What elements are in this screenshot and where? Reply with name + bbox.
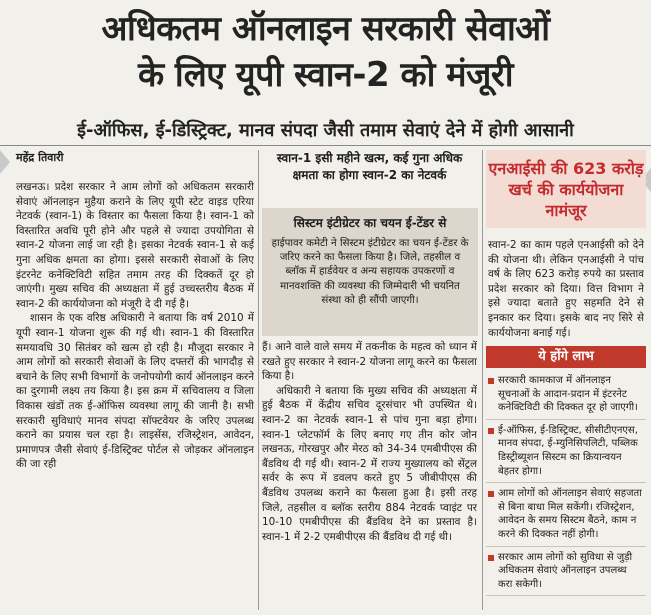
headline-line-1: अधिकतम ऑनलाइन सरकारी सेवाओं bbox=[101, 9, 550, 49]
column-3-heading: एनआईसी की 623 करोड़ खर्च की कार्ययोजना नामंजूर bbox=[486, 150, 646, 228]
square-bullet-icon bbox=[488, 491, 494, 497]
list-item-text: सरकारी कामकाज में ऑनलाइन सूचनाओं के आदान-प्रदान में इंटरनेट कनेक्टिविटी की दिक्कत दूर हो जाएगी। bbox=[498, 375, 638, 414]
byline: महेंद्र तिवारी bbox=[16, 151, 64, 164]
divider bbox=[0, 145, 651, 146]
list-item bbox=[486, 547, 646, 597]
paragraph: हैं। आने वाले वाले समय में तकनीक के महत्व को ध्यान में रखते हुए सरकार ने स्वान-2 योजना लागू करने का फैसला किया है। bbox=[262, 341, 477, 383]
benefits-title: ये होंगे लाभ bbox=[486, 346, 646, 368]
square-bullet-icon bbox=[488, 378, 494, 384]
article-column-1 bbox=[16, 180, 254, 610]
info-box bbox=[262, 208, 478, 336]
list-item bbox=[486, 483, 646, 546]
list-item-text: ई-ऑफिस, ई-डिस्ट्रिक्ट, सीसीटीएनएस, मानव संपदा, ई-म्युनिसिपलिटी, पब्लिक डिस्ट्रीब्यूशन सिस्टम का क्रियान्वयन बेहतर होगा। bbox=[498, 424, 638, 477]
column-divider bbox=[258, 150, 259, 610]
left-edge-marker bbox=[0, 150, 10, 174]
list-item bbox=[486, 370, 646, 420]
column-3-text: स्वान-2 का काम पहले एनआईसी को देने की योजना थी। लेकिन एनआईसी ने पांच वर्ष के लिए 623 करोड़ रुपये का प्रस्ताव प्रदेश सरकार को दिया। वित्त विभाग ने इसे ज्यादा बताते हुए सहमति देने से इनकार कर दिया। इसके बाद नए सिरे से कार्ययोजना बनाई गई। bbox=[488, 239, 644, 339]
info-box-title: सिस्टम इंटीग्रेटर का चयन ई-टेंडर से bbox=[293, 216, 447, 230]
paragraph: अधिकारी ने बताया कि मुख्य सचिव की अध्यक्षता में हुई बैठक में केंद्रीय सचिव दूरसंचार भी उपस्थित थे। स्वान-2 का नेटवर्क स्वान-1 से पांच गुना बड़ा होगा। स्वान-1 प्लेटफॉर्म के लिए बनाए गए तीन कोर जोन लखनऊ, गोरखपुर और मेरठ को 34-34 एमबीपीएस की बैंडविथ दी गई थी। स्वान-2 में राज्य मुख्यालय को सेंट्रल सर्वर के रूप में डवलप करते हुए 5 जीबीपीएस की बैंडविथ उपलब्ध कराने का फैसला हुआ है। इसी तरह जिले, तहसील व ब्लॉक स्तरीय 884 नेटवर्क प्वाइंट पर 10-10 एमबीपीएस की बैंडविथ देने का प्रस्ताव है। स्वान-1 में 2-2 एमबीपीएस की बैंडविथ दी गई थी। bbox=[262, 384, 477, 543]
paragraph: शासन के एक वरिष्ठ अधिकारी ने बताया कि वर्ष 2010 में यूपी स्वान-1 योजना शुरू की गई थी। स्वान-1 की विस्तारित समयावधि 30 सितंबर को खत्म हो रही है। मौजूदा सरकार ने आम लोगों को सरकारी सेवाओं के लिए दफ्तरों की भागदौड़ से बचाने के लिए सभी विभागों के जनोपयोगी कार्य ऑनलाइन करने का दुरगामी लक्ष्य तय किया है। इस क्रम में सचिवालय व जिला विकास खंडों तक ई-ऑफिस व्यवस्था लागू की जानी है। सभी सरकारी सुविधाएं मानव संपदा सॉफ्टवेयर के जरिए उपलब्ध कराने का प्रयास चल रहा है। लाइसेंस, रजिस्ट्रेशन, आवेदन, प्रमाणपत्र जैसी सेवाएं ई-डिस्ट्रिक्ट पोर्टल से जोड़कर ऑनलाइन की जा रही bbox=[16, 312, 254, 471]
square-bullet-icon bbox=[488, 555, 494, 561]
paragraph: लखनऊ। प्रदेश सरकार ने आम लोगों को अधिकतम सरकारी सेवाएं ऑनलाइन मुहैया कराने के लिए यूपी स्टेट वाइड एरिया नेटवर्क (स्वान-1) के विस्तार का फैसला किया है। स्वान-1 को विस्तारित अवधि पूरी होने और पहले से ज्यादा उपयोगिता से स्वान-2 योजना लाई जा रही है। इसका नेटवर्क स्वान-1 से कई गुना अधिक क्षमता का होगा। इससे सरकारी सेवाओं के लिए इंटरनेट कनेक्टिविटी सहित तमाम तरह की दिक्कतें दूर हो जाएंगी। मुख्य सचिव की अध्यक्षता में हुई उच्चस्तरीय बैठक में स्वान-2 की कार्ययोजना को मंजूरी दे दी गई है। bbox=[16, 181, 254, 310]
article-column-2 bbox=[262, 340, 477, 610]
column-2-heading: स्वान-1 इसी महीने खत्म, कई गुना अधिक क्षमता का होगा स्वान-2 का नेटवर्क bbox=[276, 151, 463, 182]
square-bullet-icon bbox=[488, 428, 494, 434]
headline-line-2: के लिए यूपी स्वान-2 को मंजूरी bbox=[137, 55, 514, 95]
info-box-body: हाईपावर कमेटी ने सिस्टम इंटीग्रेटर का चयन ई-टेंडर के जरिए करने का फैसला किया है। जिले, तहसील व ब्लॉक में हार्डवेयर व अन्य सहायक उपकरणों व मानवशक्ति की व्यवस्था की जिम्मेदारी भी चयनित संस्था को ही सौंपी जाएगी। bbox=[271, 238, 469, 306]
headline bbox=[0, 6, 651, 98]
list-item-text: आम लोगों को ऑनलाइन सेवाएं सहजता से बिना बाधा मिल सकेंगी। रजिस्ट्रेशन, आवेदन के समय सिस्टम बैठने, काम न करने की दिक्कत नहीं होगी। bbox=[498, 488, 642, 540]
list-item bbox=[486, 420, 646, 483]
subheadline: ई-ऑफिस, ई-डिस्ट्रिक्ट, मानव संपदा जैसी तमाम सेवाएं देने में होगी आसानी bbox=[77, 120, 574, 141]
benefits-list bbox=[486, 370, 646, 610]
list-item-text: सरकार आम लोगों को सुविधा से जुड़ी अधिकतम सेवाएं ऑनलाइन उपलब्ध करा सकेगी। bbox=[498, 551, 633, 590]
column-divider bbox=[482, 150, 483, 610]
